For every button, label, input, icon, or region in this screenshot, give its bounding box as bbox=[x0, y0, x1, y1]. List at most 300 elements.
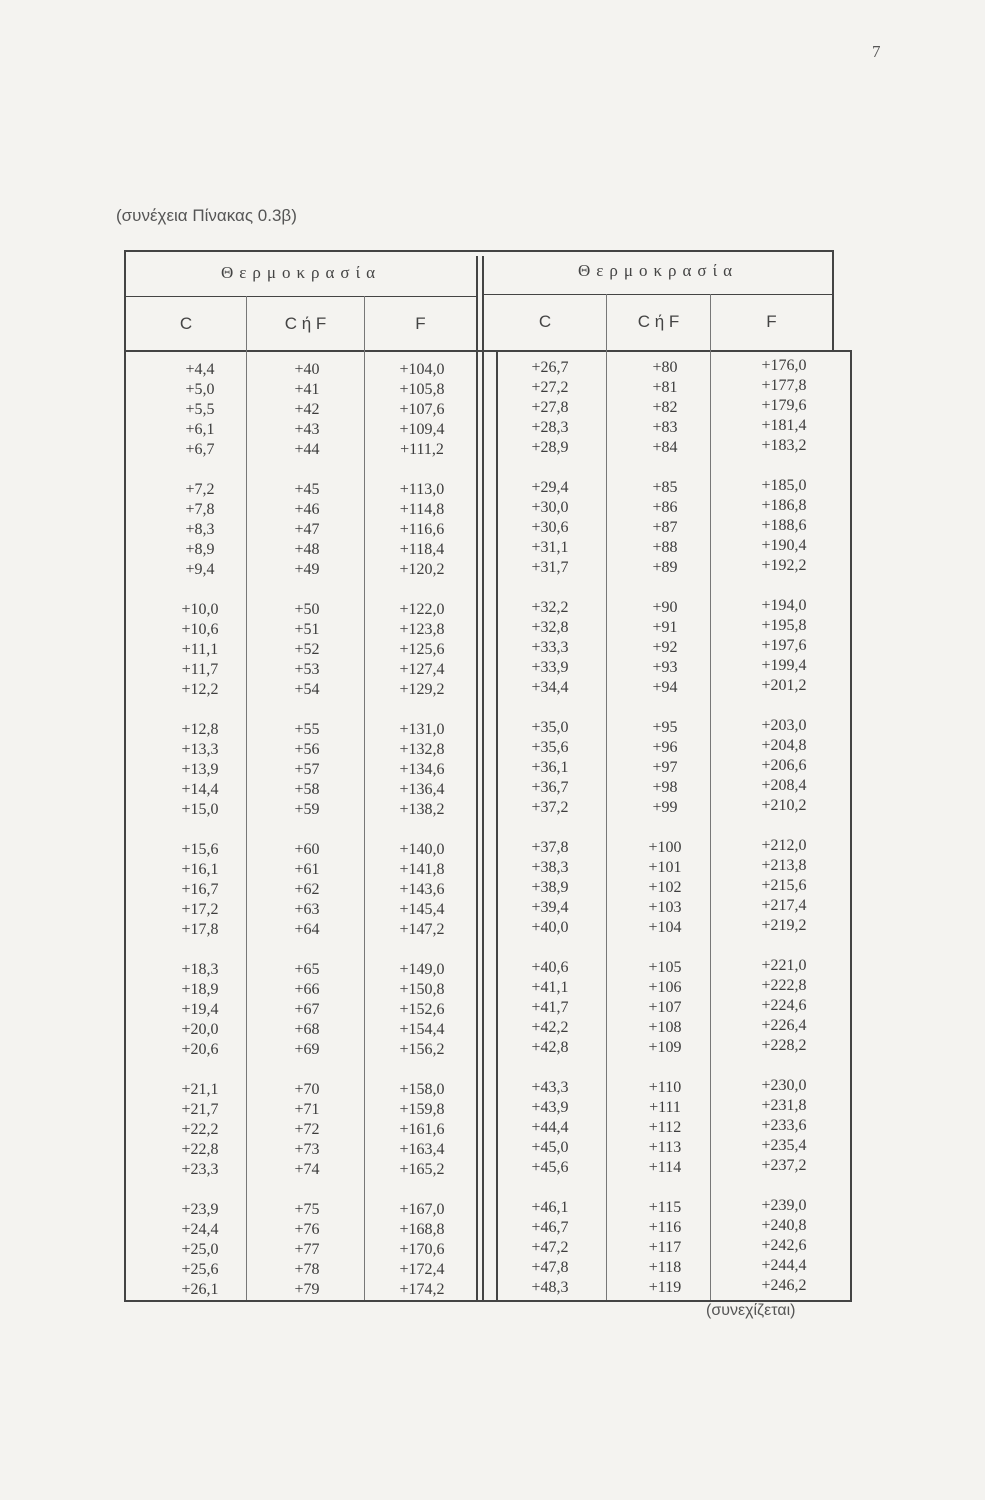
row-group bbox=[262, 480, 352, 580]
table-cell: +215,6 bbox=[761, 877, 807, 894]
table-cell: +125,6 bbox=[399, 641, 445, 658]
row-group bbox=[150, 960, 250, 1060]
table-cell: +246,2 bbox=[761, 1277, 807, 1294]
table-cell: +16,1 bbox=[181, 861, 219, 878]
row-group bbox=[620, 358, 710, 458]
table-cell: +81 bbox=[652, 379, 678, 396]
table-cell: +22,2 bbox=[181, 1121, 219, 1138]
row-group bbox=[724, 596, 844, 696]
table-cell: +41 bbox=[294, 381, 320, 398]
table-cell: +138,2 bbox=[399, 801, 445, 818]
row-group bbox=[724, 956, 844, 1056]
row-group bbox=[724, 1196, 844, 1296]
table-cell: +158,0 bbox=[399, 1081, 445, 1098]
table-cell: +131,0 bbox=[399, 721, 445, 738]
table-cell: +117 bbox=[648, 1239, 682, 1256]
table-cell: +185,0 bbox=[761, 477, 807, 494]
table-cell: +38,3 bbox=[531, 859, 569, 876]
table-cell: +228,2 bbox=[761, 1037, 807, 1054]
table-cell: +12,8 bbox=[181, 721, 219, 738]
table-cell: +47,8 bbox=[531, 1259, 569, 1276]
table-cell: +93 bbox=[652, 659, 678, 676]
table-cell: +90 bbox=[652, 599, 678, 616]
row-group bbox=[150, 1200, 250, 1300]
table-cell: +65 bbox=[294, 961, 320, 978]
table-cell: +186,8 bbox=[761, 497, 807, 514]
table-cell: +237,2 bbox=[761, 1157, 807, 1174]
table-cell: +181,4 bbox=[761, 417, 807, 434]
table-cell: +140,0 bbox=[399, 841, 445, 858]
continued-note: (συνεχίζεται) bbox=[706, 1302, 796, 1319]
table-cell: +45,0 bbox=[531, 1139, 569, 1156]
table-cell: +199,4 bbox=[761, 657, 807, 674]
table-cell: +36,7 bbox=[531, 779, 569, 796]
row-group bbox=[500, 598, 600, 698]
column-header-c-or-f: C ή F bbox=[284, 314, 327, 333]
column-right-f bbox=[724, 356, 844, 1296]
column-left-f bbox=[372, 360, 472, 1300]
table-cell: +91 bbox=[652, 619, 678, 636]
table-cell: +107 bbox=[648, 999, 682, 1016]
table-cell: +25,0 bbox=[181, 1241, 219, 1258]
row-group bbox=[724, 356, 844, 456]
table-cell: +74 bbox=[294, 1161, 320, 1178]
table-cell: +190,4 bbox=[761, 537, 807, 554]
row-group bbox=[620, 478, 710, 578]
row-group bbox=[724, 836, 844, 936]
table-cell: +11,7 bbox=[181, 661, 219, 678]
table-cell: +40,0 bbox=[531, 919, 569, 936]
table-cell: +134,6 bbox=[399, 761, 445, 778]
table-cell: +68 bbox=[294, 1021, 320, 1038]
table-cell: +149,0 bbox=[399, 961, 445, 978]
column-header-c: C bbox=[538, 312, 552, 331]
table-cell: +204,8 bbox=[761, 737, 807, 754]
table-cell: +44 bbox=[294, 441, 320, 458]
table-cell: +5,0 bbox=[185, 381, 215, 398]
table-cell: +145,4 bbox=[399, 901, 445, 918]
table-cell: +159,8 bbox=[399, 1101, 445, 1118]
table-cell: +15,6 bbox=[181, 841, 219, 858]
table-cell: +122,0 bbox=[399, 601, 445, 618]
row-group bbox=[724, 1076, 844, 1176]
table-cell: +54 bbox=[294, 681, 320, 698]
table-cell: +70 bbox=[294, 1081, 320, 1098]
table-cell: +59 bbox=[294, 801, 320, 818]
table-cell: +212,0 bbox=[761, 837, 807, 854]
row-group bbox=[372, 1200, 472, 1300]
table-cell: +20,0 bbox=[181, 1021, 219, 1038]
table-cell: +26,1 bbox=[181, 1281, 219, 1298]
table-cell: +18,9 bbox=[181, 981, 219, 998]
table-cell: +231,8 bbox=[761, 1097, 807, 1114]
row-group bbox=[150, 840, 250, 940]
row-group bbox=[620, 598, 710, 698]
table-cell: +36,1 bbox=[531, 759, 569, 776]
row-group bbox=[724, 716, 844, 816]
header-rule bbox=[124, 296, 476, 297]
table-cell: +203,0 bbox=[761, 717, 807, 734]
table-cell: +31,7 bbox=[531, 559, 569, 576]
table-cell: +83 bbox=[652, 419, 678, 436]
table-cell: +109,4 bbox=[399, 421, 445, 438]
table-cell: +156,2 bbox=[399, 1041, 445, 1058]
table-border-right bbox=[832, 250, 834, 350]
table-cell: +8,9 bbox=[185, 541, 215, 558]
table-cell: +29,4 bbox=[531, 479, 569, 496]
table-cell: +6,1 bbox=[185, 421, 215, 438]
table-cell: +30,6 bbox=[531, 519, 569, 536]
col-divider bbox=[710, 294, 711, 1300]
table-cell: +102 bbox=[648, 879, 682, 896]
table-cell: +244,4 bbox=[761, 1257, 807, 1274]
table-cell: +197,6 bbox=[761, 637, 807, 654]
row-group bbox=[262, 960, 352, 1060]
table-cell: +194,0 bbox=[761, 597, 807, 614]
table-cell: +163,4 bbox=[399, 1141, 445, 1158]
row-group bbox=[500, 958, 600, 1058]
row-group bbox=[372, 960, 472, 1060]
row-group bbox=[724, 476, 844, 576]
table-cell: +46,7 bbox=[531, 1219, 569, 1236]
row-group bbox=[500, 838, 600, 938]
column-header-c-or-f: C ή F bbox=[637, 312, 680, 331]
row-group bbox=[620, 1198, 710, 1298]
table-cell: +58 bbox=[294, 781, 320, 798]
table-cell: +41,7 bbox=[531, 999, 569, 1016]
table-cell: +63 bbox=[294, 901, 320, 918]
table-cell: +115 bbox=[648, 1199, 682, 1216]
table-cell: +67 bbox=[294, 1001, 320, 1018]
table-cell: +235,4 bbox=[761, 1137, 807, 1154]
table-cell: +107,6 bbox=[399, 401, 445, 418]
table-cell: +111,2 bbox=[400, 441, 444, 458]
table-cell: +69 bbox=[294, 1041, 320, 1058]
table-cell: +43,9 bbox=[531, 1099, 569, 1116]
table-cell: +172,4 bbox=[399, 1261, 445, 1278]
column-left-c bbox=[150, 360, 250, 1300]
table-cell: +136,4 bbox=[399, 781, 445, 798]
row-group bbox=[262, 360, 352, 460]
table-cell: +110 bbox=[648, 1079, 682, 1096]
table-cell: +38,9 bbox=[531, 879, 569, 896]
row-group bbox=[372, 360, 472, 460]
table-cell: +42,2 bbox=[531, 1019, 569, 1036]
subheader-rule bbox=[124, 350, 852, 352]
middle-divider-b bbox=[482, 256, 484, 1302]
row-group bbox=[620, 1078, 710, 1178]
table-cell: +150,8 bbox=[399, 981, 445, 998]
table-cell: +129,2 bbox=[399, 681, 445, 698]
table-border-top bbox=[124, 250, 834, 252]
table-cell: +17,8 bbox=[181, 921, 219, 938]
table-cell: +28,9 bbox=[531, 439, 569, 456]
row-group bbox=[500, 1078, 600, 1178]
table-cell: +21,7 bbox=[181, 1101, 219, 1118]
table-cell: +108 bbox=[648, 1019, 682, 1036]
table-cell: +105 bbox=[648, 959, 682, 976]
table-cell: +104 bbox=[648, 919, 682, 936]
row-group bbox=[372, 600, 472, 700]
row-group bbox=[372, 480, 472, 580]
table-cell: +165,2 bbox=[399, 1161, 445, 1178]
table-cell: +50 bbox=[294, 601, 320, 618]
table-cell: +94 bbox=[652, 679, 678, 696]
table-cell: +7,2 bbox=[185, 481, 215, 498]
table-cell: +177,8 bbox=[761, 377, 807, 394]
table-cell: +71 bbox=[294, 1101, 320, 1118]
table-cell: +100 bbox=[648, 839, 682, 856]
table-cell: +118,4 bbox=[399, 541, 445, 558]
table-cell: +217,4 bbox=[761, 897, 807, 914]
table-cell: +26,7 bbox=[531, 359, 569, 376]
table-cell: +42,8 bbox=[531, 1039, 569, 1056]
table-cell: +106 bbox=[648, 979, 682, 996]
table-cell: +42 bbox=[294, 401, 320, 418]
table-cell: +114 bbox=[648, 1159, 682, 1176]
table-cell: +87 bbox=[652, 519, 678, 536]
row-group bbox=[500, 718, 600, 818]
table-cell: +66 bbox=[294, 981, 320, 998]
table-cell: +24,4 bbox=[181, 1221, 219, 1238]
table-cell: +51 bbox=[294, 621, 320, 638]
table-cell: +5,5 bbox=[185, 401, 215, 418]
table-cell: +43 bbox=[294, 421, 320, 438]
table-cell: +226,4 bbox=[761, 1017, 807, 1034]
table-cell: +22,8 bbox=[181, 1141, 219, 1158]
row-group bbox=[262, 600, 352, 700]
page-number: 7 bbox=[872, 42, 881, 61]
table-cell: +13,3 bbox=[181, 741, 219, 758]
table-cell: +147,2 bbox=[399, 921, 445, 938]
row-group bbox=[150, 360, 250, 460]
column-header-f: F bbox=[766, 312, 777, 331]
table-cell: +208,4 bbox=[761, 777, 807, 794]
table-cell: +9,4 bbox=[185, 561, 215, 578]
table-cell: +86 bbox=[652, 499, 678, 516]
header-rule-right bbox=[484, 294, 834, 295]
table-cell: +111 bbox=[649, 1099, 681, 1116]
table-cell: +41,1 bbox=[531, 979, 569, 996]
table-cell: +233,6 bbox=[761, 1117, 807, 1134]
table-cell: +56 bbox=[294, 741, 320, 758]
table-cell: +72 bbox=[294, 1121, 320, 1138]
col-divider bbox=[606, 294, 607, 1300]
table-cell: +76 bbox=[294, 1221, 320, 1238]
table-cell: +23,3 bbox=[181, 1161, 219, 1178]
table-cell: +28,3 bbox=[531, 419, 569, 436]
table-cell: +45,6 bbox=[531, 1159, 569, 1176]
table-cell: +33,9 bbox=[531, 659, 569, 676]
table-cell: +109 bbox=[648, 1039, 682, 1056]
table-cell: +37,2 bbox=[531, 799, 569, 816]
column-right-cf bbox=[620, 358, 710, 1298]
row-group bbox=[150, 1080, 250, 1180]
table-cell: +118 bbox=[648, 1259, 682, 1276]
group-header-right: Θερμοκρασία bbox=[577, 261, 739, 280]
table-cell: +46 bbox=[294, 501, 320, 518]
table-cell: +35,6 bbox=[531, 739, 569, 756]
table-cell: +40,6 bbox=[531, 959, 569, 976]
middle-divider-a bbox=[476, 256, 478, 1302]
middle-divider-c bbox=[496, 350, 498, 1302]
table-cell: +40 bbox=[294, 361, 320, 378]
row-group bbox=[262, 1200, 352, 1300]
table-cell: +60 bbox=[294, 841, 320, 858]
table-cell: +95 bbox=[652, 719, 678, 736]
table-cell: +57 bbox=[294, 761, 320, 778]
table-cell: +34,4 bbox=[531, 679, 569, 696]
column-right-c bbox=[500, 358, 600, 1298]
table-cell: +192,2 bbox=[761, 557, 807, 574]
table-cell: +222,8 bbox=[761, 977, 807, 994]
table-cell: +17,2 bbox=[181, 901, 219, 918]
table-cell: +239,0 bbox=[761, 1197, 807, 1214]
table-cell: +127,4 bbox=[399, 661, 445, 678]
row-group bbox=[500, 358, 600, 458]
table-cell: +114,8 bbox=[399, 501, 445, 518]
table-cell: +167,0 bbox=[399, 1201, 445, 1218]
table-cell: +16,7 bbox=[181, 881, 219, 898]
table-cell: +79 bbox=[294, 1281, 320, 1298]
table-cell: +20,6 bbox=[181, 1041, 219, 1058]
table-cell: +33,3 bbox=[531, 639, 569, 656]
table-cell: +143,6 bbox=[399, 881, 445, 898]
table-cell: +98 bbox=[652, 779, 678, 796]
table-cell: +31,1 bbox=[531, 539, 569, 556]
table-cell: +201,2 bbox=[761, 677, 807, 694]
table-border-right-lower bbox=[850, 350, 852, 1302]
table-cell: +25,6 bbox=[181, 1261, 219, 1278]
table-cell: +73 bbox=[294, 1141, 320, 1158]
table-cell: +49 bbox=[294, 561, 320, 578]
table-cell: +35,0 bbox=[531, 719, 569, 736]
row-group bbox=[620, 958, 710, 1058]
row-group bbox=[150, 600, 250, 700]
table-cell: +45 bbox=[294, 481, 320, 498]
group-header-left: Θερμοκρασία bbox=[220, 263, 382, 282]
table-cell: +123,8 bbox=[399, 621, 445, 638]
table-cell: +213,8 bbox=[761, 857, 807, 874]
table-cell: +240,8 bbox=[761, 1217, 807, 1234]
table-cell: +174,2 bbox=[399, 1281, 445, 1298]
table-cell: +116 bbox=[648, 1219, 682, 1236]
table-border-left bbox=[124, 250, 126, 1302]
table-cell: +141,8 bbox=[399, 861, 445, 878]
table-cell: +188,6 bbox=[761, 517, 807, 534]
row-group bbox=[500, 478, 600, 578]
table-cell: +195,8 bbox=[761, 617, 807, 634]
table-cell: +101 bbox=[648, 859, 682, 876]
table-cell: +48,3 bbox=[531, 1279, 569, 1296]
table-cell: +10,0 bbox=[181, 601, 219, 618]
table-cell: +116,6 bbox=[399, 521, 445, 538]
table-cell: +161,6 bbox=[399, 1121, 445, 1138]
table-cell: +221,0 bbox=[761, 957, 807, 974]
table-cell: +89 bbox=[652, 559, 678, 576]
table-cell: +84 bbox=[652, 439, 678, 456]
table-cell: +18,3 bbox=[181, 961, 219, 978]
table-cell: +15,0 bbox=[181, 801, 219, 818]
table-cell: +23,9 bbox=[181, 1201, 219, 1218]
column-header-f: F bbox=[415, 314, 426, 333]
table-cell: +179,6 bbox=[761, 397, 807, 414]
row-group bbox=[150, 720, 250, 820]
table-cell: +47 bbox=[294, 521, 320, 538]
table-cell: +112 bbox=[648, 1119, 682, 1136]
table-cell: +92 bbox=[652, 639, 678, 656]
table-cell: +176,0 bbox=[761, 357, 807, 374]
table-cell: +48 bbox=[294, 541, 320, 558]
table-cell: +104,0 bbox=[399, 361, 445, 378]
table-cell: +14,4 bbox=[181, 781, 219, 798]
row-group bbox=[372, 720, 472, 820]
table-cell: +103 bbox=[648, 899, 682, 916]
table-cell: +113,0 bbox=[399, 481, 445, 498]
table-cell: +120,2 bbox=[399, 561, 445, 578]
table-cell: +78 bbox=[294, 1261, 320, 1278]
table-cell: +55 bbox=[294, 721, 320, 738]
table-cell: +32,2 bbox=[531, 599, 569, 616]
table-cell: +219,2 bbox=[761, 917, 807, 934]
table-cell: +27,8 bbox=[531, 399, 569, 416]
table-caption: (συνέχεια Πίνακας 0.3β) bbox=[116, 206, 297, 225]
table-cell: +62 bbox=[294, 881, 320, 898]
row-group bbox=[372, 1080, 472, 1180]
table-cell: +4,4 bbox=[185, 361, 215, 378]
table-cell: +206,6 bbox=[761, 757, 807, 774]
table-cell: +64 bbox=[294, 921, 320, 938]
table-cell: +75 bbox=[294, 1201, 320, 1218]
row-group bbox=[262, 840, 352, 940]
table-cell: +152,6 bbox=[399, 1001, 445, 1018]
table-cell: +32,8 bbox=[531, 619, 569, 636]
table-cell: +82 bbox=[652, 399, 678, 416]
row-group bbox=[372, 840, 472, 940]
table-cell: +96 bbox=[652, 739, 678, 756]
table-cell: +154,4 bbox=[399, 1021, 445, 1038]
table-cell: +242,6 bbox=[761, 1237, 807, 1254]
table-cell: +8,3 bbox=[185, 521, 215, 538]
table-cell: +183,2 bbox=[761, 437, 807, 454]
table-cell: +6,7 bbox=[185, 441, 215, 458]
table-cell: +43,3 bbox=[531, 1079, 569, 1096]
table-cell: +53 bbox=[294, 661, 320, 678]
row-group bbox=[500, 1198, 600, 1298]
table-cell: +19,4 bbox=[181, 1001, 219, 1018]
column-left-cf bbox=[262, 360, 352, 1300]
table-cell: +52 bbox=[294, 641, 320, 658]
table-cell: +210,2 bbox=[761, 797, 807, 814]
row-group bbox=[262, 1080, 352, 1180]
table-cell: +10,6 bbox=[181, 621, 219, 638]
table-cell: +132,8 bbox=[399, 741, 445, 758]
table-cell: +11,1 bbox=[181, 641, 219, 658]
table-cell: +113 bbox=[648, 1139, 682, 1156]
table-cell: +230,0 bbox=[761, 1077, 807, 1094]
table-cell: +80 bbox=[652, 359, 678, 376]
table-cell: +97 bbox=[652, 759, 678, 776]
table-cell: +13,9 bbox=[181, 761, 219, 778]
table-cell: +85 bbox=[652, 479, 678, 496]
table-cell: +27,2 bbox=[531, 379, 569, 396]
col-divider bbox=[364, 296, 365, 1300]
row-group bbox=[620, 838, 710, 938]
table-cell: +88 bbox=[652, 539, 678, 556]
table-cell: +77 bbox=[294, 1241, 320, 1258]
table-cell: +224,6 bbox=[761, 997, 807, 1014]
table-cell: +21,1 bbox=[181, 1081, 219, 1098]
